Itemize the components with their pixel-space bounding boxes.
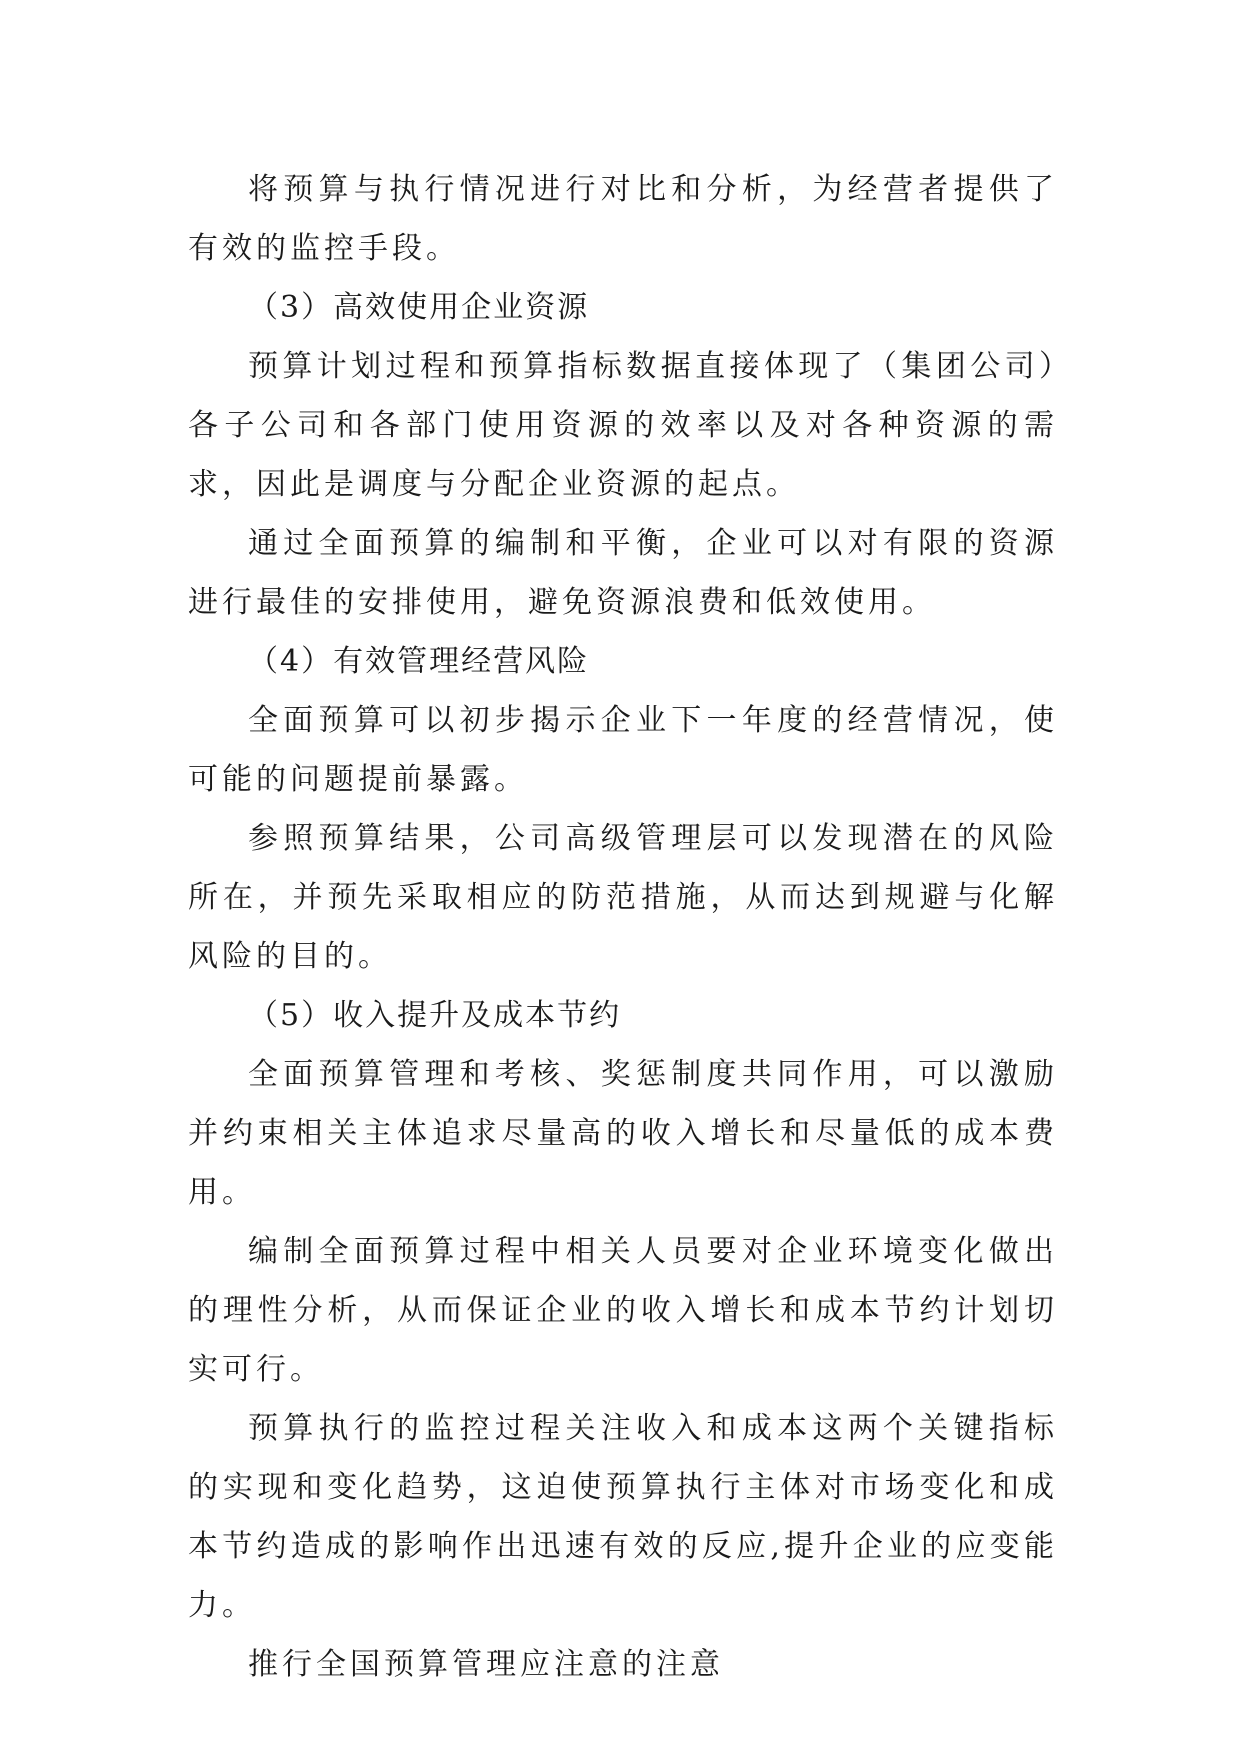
paragraph-monitoring-response: 预算执行的监控过程关注收入和成本这两个关键指标的实现和变化趋势，这迫使预算执行主体对市场变化和成本节约造成的影响作出迅速有效的反应,提升企业的应变能力。 [188,1411,1058,1623]
document-body [188,160,1058,1694]
paragraph-incentive: 全面预算管理和考核、奖惩制度共同作用，可以激励并约束相关主体追求尽量高的收入增长和尽量低的成本费用。 [188,1057,1058,1210]
paragraph-resource-efficiency: 预算计划过程和预算指标数据直接体现了（集团公司）各子公司和各部门使用资源的效率以及对各种资源的需求，因此是调度与分配企业资源的起点。 [188,349,1058,502]
paragraph-comparison-monitoring: 将预算与执行情况进行对比和分析，为经营者提供了有效的监控手段。 [188,172,1058,266]
paragraph-rational-analysis: 编制全面预算过程中相关人员要对企业环境变化做出的理性分析，从而保证企业的收入增长和成本节约计划切实可行。 [188,1234,1058,1387]
section-heading-5: （5）收入提升及成本节约 [248,998,622,1033]
paragraph-closing-note: 推行全国预算管理应注意的注意 [248,1647,724,1682]
section-heading-4: （4）有效管理经营风险 [248,644,590,679]
paragraph-risk-reveal: 全面预算可以初步揭示企业下一年度的经营情况，使可能的问题提前暴露。 [188,703,1058,797]
paragraph-resource-allocation: 通过全面预算的编制和平衡，企业可以对有限的资源进行最佳的安排使用，避免资源浪费和低效使用。 [188,526,1058,620]
paragraph-risk-prevention: 参照预算结果，公司高级管理层可以发现潜在的风险所在，并预先采取相应的防范措施，从而达到规避与化解风险的目的。 [188,821,1058,974]
section-heading-3: （3）高效使用企业资源 [248,290,590,325]
